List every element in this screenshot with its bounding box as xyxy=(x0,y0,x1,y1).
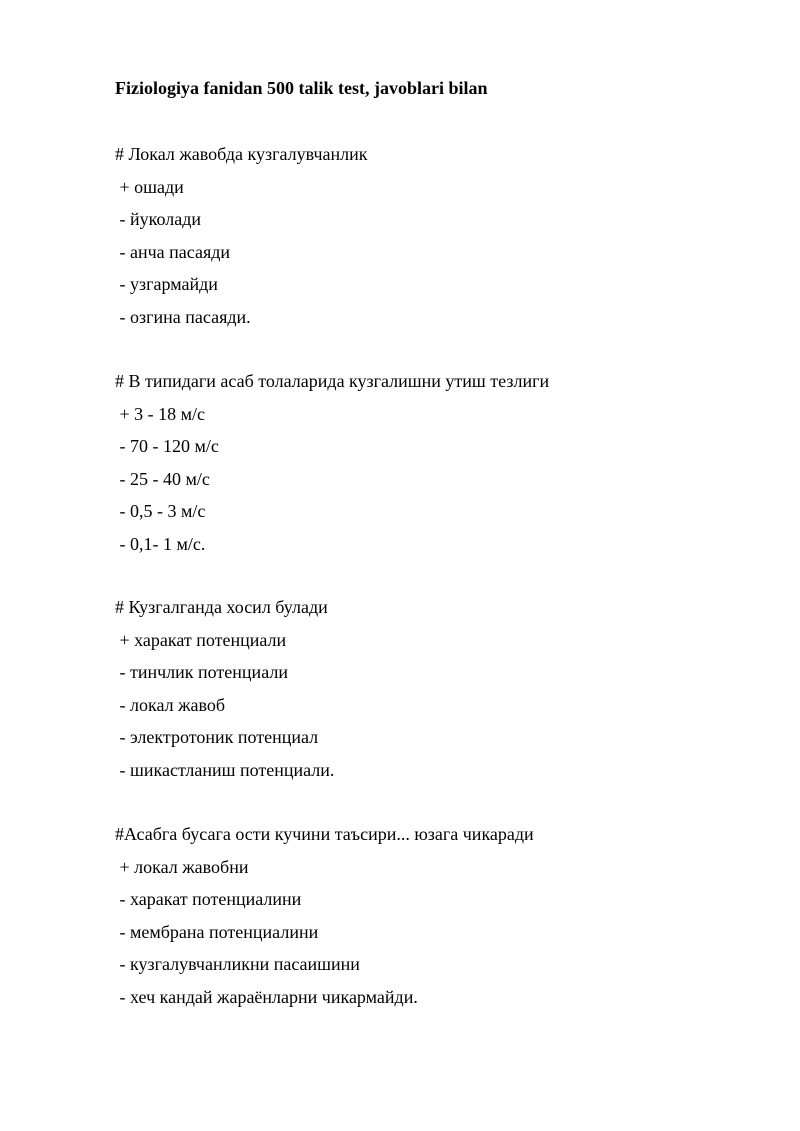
answer-option: - тинчлик потенциали xyxy=(115,662,288,683)
answer-option: - мембрана потенциалини xyxy=(115,921,319,942)
question-text: # Локал жавобда кузгалувчанлик xyxy=(115,144,368,164)
question-text: # В типидаги асаб толаларида кузгалишни утиш тезлиги xyxy=(115,371,550,391)
answer-option: - локал жавоб xyxy=(115,694,226,715)
question-text: #Асабга бусага ости кучини таъсири... юзага чикаради xyxy=(115,824,534,844)
question-block xyxy=(115,818,755,1014)
answer-option: - анча пасаяди xyxy=(115,241,231,262)
answer-option: - 0,5 - 3 м/с xyxy=(115,501,206,522)
answer-option: + ошади xyxy=(115,176,184,197)
question-block xyxy=(115,591,755,787)
answer-option: - харакат потенциалини xyxy=(115,889,302,910)
answer-option: - 0,1- 1 м/с. xyxy=(115,533,206,554)
answer-option: - электротоник потенциал xyxy=(115,727,319,748)
question-text: # Кузгалганда хосил булади xyxy=(115,597,328,617)
question-block xyxy=(115,138,755,334)
question-block xyxy=(115,365,755,561)
answer-option: + локал жавобни xyxy=(115,856,249,877)
answer-option: - хеч кандай жараёнларни чикармайди. xyxy=(115,986,418,1007)
answer-option: + харакат потенциали xyxy=(115,629,287,650)
answer-option: - 25 - 40 м/с xyxy=(115,468,210,489)
answer-option: - 70 - 120 м/с xyxy=(115,436,219,457)
answer-option: - йуколади xyxy=(115,209,201,230)
answer-option: - шикастланиш потенциали. xyxy=(115,759,335,780)
answer-option: - озгина пасаяди. xyxy=(115,306,251,327)
answer-option: - кузгалувчанликни пасаишини xyxy=(115,954,360,975)
answer-option: + 3 - 18 м/с xyxy=(115,403,206,424)
document-title: Fiziologiya fanidan 500 talik test, javoblari bilan xyxy=(115,78,488,98)
answer-option: - узгармайди xyxy=(115,274,218,295)
